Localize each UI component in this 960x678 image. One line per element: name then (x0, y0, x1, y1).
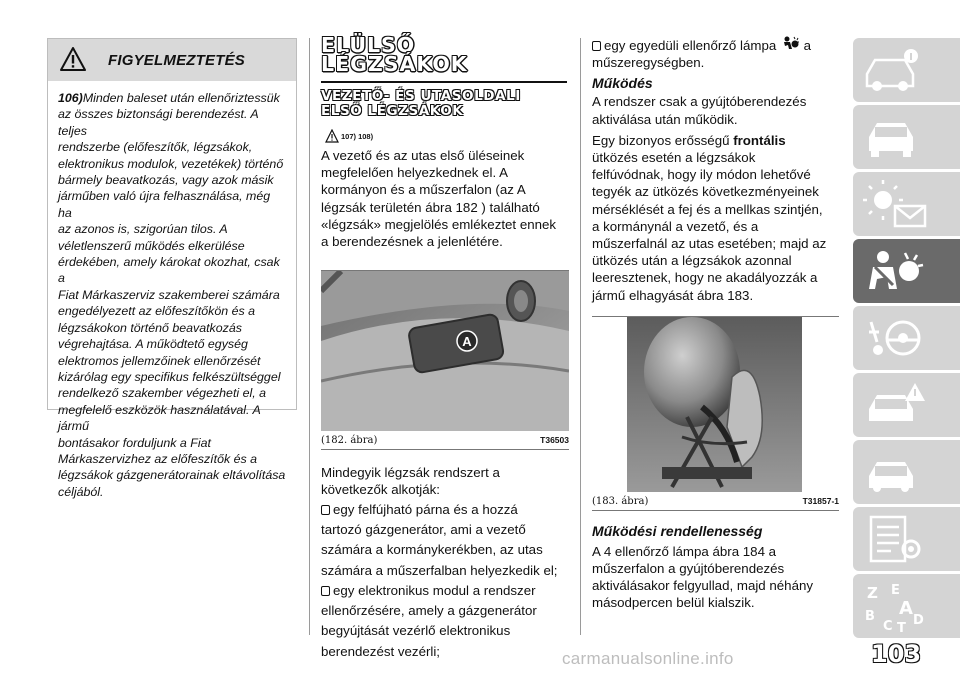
svg-text:A: A (899, 598, 913, 619)
text-line: A 4 ellenőrző lámpa ábra 184 a (592, 543, 777, 559)
warning-text (48, 81, 296, 500)
key-steering-icon (861, 312, 931, 368)
section-heading (321, 33, 569, 76)
index-az-icon (861, 580, 931, 636)
warning-line: Minden baleset után ellenőriztessük (82, 91, 280, 105)
warning-title: FIGYELMEZTETÉS (108, 52, 245, 69)
warning-ref: 106) (58, 91, 83, 105)
paragraph-2 (592, 132, 839, 304)
paragraph-3 (592, 543, 839, 612)
figure-number: (183. ábra) (592, 495, 649, 507)
column-3 (592, 36, 839, 612)
text-line: másodpercen belül kialszik. (592, 595, 755, 611)
heading-malfunction: Működési rendellenesség (592, 522, 763, 539)
warning-line: bármely beavatkozás, vagy azok másik (58, 173, 274, 188)
list-item (321, 500, 569, 520)
svg-text:Z: Z (867, 584, 878, 602)
car-front-icon (861, 111, 921, 163)
text-line: egy egyedüli ellenőrző lámpa (604, 38, 777, 53)
text-line: műszerfalnál az utas esetében; majd az (592, 236, 827, 252)
subsection-heading (321, 89, 569, 118)
warning-line: végrehajtása. A működtető egység (58, 337, 248, 352)
text-line: A vezető és az utas első üléseinek (321, 148, 525, 163)
warning-line: járműben való újra felhasználása, még ha (58, 189, 271, 220)
text-line: megfelelően helyezkednek el. A (321, 165, 509, 181)
chapter-tabs (853, 38, 960, 635)
text-span: Egy bizonyos erősségű (592, 132, 734, 148)
car-emergency-icon (861, 379, 931, 435)
text-line: légzsák területén ábra 182 ) található (321, 199, 540, 215)
svg-text:C: C (883, 619, 893, 634)
dashboard-illustration (321, 271, 569, 431)
warning-line: légzsákok gázgenerátorainak eltávolítása (58, 468, 286, 483)
svg-text:T: T (897, 621, 906, 636)
checkbox-bullet-icon (592, 41, 601, 51)
text-line: Mindegyik légzsák rendszert a (321, 465, 500, 481)
text-line: leeresztenek, hogy ne akadályozzák a (592, 270, 818, 286)
warning-line: légzsákokon történő beavatkozás (58, 320, 242, 335)
tab-maintenance[interactable] (853, 440, 960, 504)
heading-rule (321, 81, 567, 83)
components-intro (321, 464, 569, 498)
figure-code: T31857-1 (802, 495, 839, 506)
tab-emergency[interactable] (853, 373, 960, 437)
tab-starting-driving[interactable] (853, 306, 960, 370)
svg-text:E: E (891, 583, 900, 598)
checkbox-bullet-icon (321, 586, 330, 596)
text-line: számára a kormánykerékben, az utas (321, 542, 543, 558)
bold-text: frontális (733, 132, 786, 148)
warning-line: elektromos jellemzőinek ellenőrzését (58, 353, 261, 368)
text-line: «légzsák» megjelölés emlékeztet ennek (321, 216, 557, 232)
refs-text: 107) 108) (341, 132, 374, 141)
subsection-heading-line: ELSŐ LÉGZSÁKOK (321, 102, 464, 119)
warning-line: rendelkező szakember végezheti el, a (58, 386, 267, 401)
text-line: berendezést vezérli; (321, 643, 440, 659)
airbag-warning-lamp-icon (780, 36, 800, 52)
text-line: kormányon és a műszerfalon (az A (321, 182, 526, 198)
text-line: mérséklését a fej és a mellkas szintjén, (592, 201, 823, 217)
text-line: aktiválása után működik. (592, 111, 738, 127)
warning-line: az azonos is, szigorúan tilos. A (58, 222, 228, 237)
text-line: a kormánynál a vezető, és a (592, 218, 759, 234)
text-line: tartozó gázgenerátor, ami a vezető (321, 521, 526, 537)
tab-index[interactable] (853, 574, 960, 638)
warning-line: elektronikus modulok, vezetékek) történő (58, 156, 284, 171)
section-heading-line: ELÜLSŐ (321, 33, 416, 57)
section-heading-line: LÉGZSÁKOK (321, 52, 468, 76)
column-divider (580, 38, 581, 635)
text-line: ütközés után a légzsákok azonnal (592, 253, 792, 269)
subsection-heading-line: VEZETŐ- ÉS UTASOLDALI (321, 88, 521, 104)
figure-label-a: A (462, 334, 472, 350)
text-line: műszerfalon a gyújtóberendezés (592, 561, 785, 577)
column-2 (321, 33, 569, 662)
heading-mukodes: Működés (592, 75, 653, 92)
text-line (592, 132, 839, 149)
warning-line: Márkaszervizhez az előfeszítők és a (58, 451, 258, 466)
warning-line: megfelelő eszközök használatával. A jármű (58, 402, 261, 434)
warning-line: céljából. (58, 484, 104, 499)
text-line: jármű elhagyását ábra 183. (592, 287, 754, 303)
dashboard-photo (321, 271, 569, 431)
airbag-illustration (592, 317, 839, 492)
text-line: a berendezésnek a jelenlétére. (321, 234, 503, 250)
paragraph-1 (592, 93, 839, 127)
warning-line: Fiat Márkaszerviz szakemberei számára (58, 287, 280, 302)
column-divider (309, 38, 310, 635)
tab-technical-data[interactable] (853, 507, 960, 571)
figure-code: T36503 (540, 435, 569, 446)
airbag-photo (592, 317, 839, 492)
tab-safety[interactable] (853, 239, 960, 303)
warning-line: rendszerbe (előfeszítők, légzsákok, (58, 140, 253, 155)
text-line: tegyék az ütközés következményeinek (592, 184, 819, 200)
intro-paragraph (321, 147, 569, 250)
figure-caption (321, 435, 569, 446)
figure-caption (592, 496, 839, 507)
car-maintenance-icon (861, 446, 931, 502)
text-line: számára a műszerfalban helyezkedik el; (321, 562, 558, 578)
warning-box (47, 38, 297, 499)
tab-warning-lights[interactable] (853, 172, 960, 236)
figure-rule (592, 510, 839, 511)
text-line: felfúvódnak, hogy ily módon lehetővé (592, 167, 811, 183)
warning-line: engedélyezett az előfeszítőkön és a (58, 304, 256, 319)
watermark: carmanualsonline.info (562, 649, 734, 668)
figure-number: (182. ábra) (321, 435, 378, 447)
seatbelt-airbag-icon (861, 245, 931, 301)
lamp-item (592, 36, 839, 71)
text-line: A rendszer csak a gyújtóberendezés (592, 94, 807, 110)
warning-triangle-icon (60, 46, 86, 72)
warning-line: érdekében, amely károkat okozhat, csak a (58, 255, 280, 286)
specs-list-icon (861, 513, 931, 569)
svg-text:D: D (913, 613, 924, 628)
warning-line: kizárólag egy specifikus felkészültséggel (58, 369, 281, 384)
text-line: következők alkotják: (321, 482, 440, 498)
text-line: egy elektronikus modul a rendszer (333, 582, 536, 598)
tab-car-info[interactable] (853, 38, 960, 102)
warning-line: az összes biztonsági berendezést. A teljes (58, 107, 259, 138)
warning-lights-icon (861, 178, 931, 234)
text-line: ellenőrzésére, amely a gázgenerátor (321, 603, 537, 619)
svg-text:B: B (865, 609, 875, 624)
warning-refs (321, 129, 569, 147)
text-line: ütközés esetén a légzsákok (592, 150, 756, 166)
car-info-icon (861, 44, 921, 96)
tab-car-front[interactable] (853, 105, 960, 169)
text-line: műszeregységben. (592, 55, 705, 71)
page-number: 103 (871, 640, 922, 668)
text-line: aktiválásakor felgyullad, majd néhány (592, 578, 814, 594)
warning-triangle-icon (325, 129, 339, 143)
text-line: begyújtását vezérlő elektronikus (321, 623, 511, 639)
warning-header (48, 39, 296, 81)
text-line: a (803, 38, 812, 53)
checkbox-bullet-icon (321, 505, 330, 515)
warning-line: véletlenszerű működés elkerülése (58, 238, 245, 253)
list-item (321, 581, 569, 601)
text-line: egy felfújható párna és a hozzá (333, 501, 518, 517)
warning-line: bontásakor forduljunk a Fiat (58, 435, 211, 450)
